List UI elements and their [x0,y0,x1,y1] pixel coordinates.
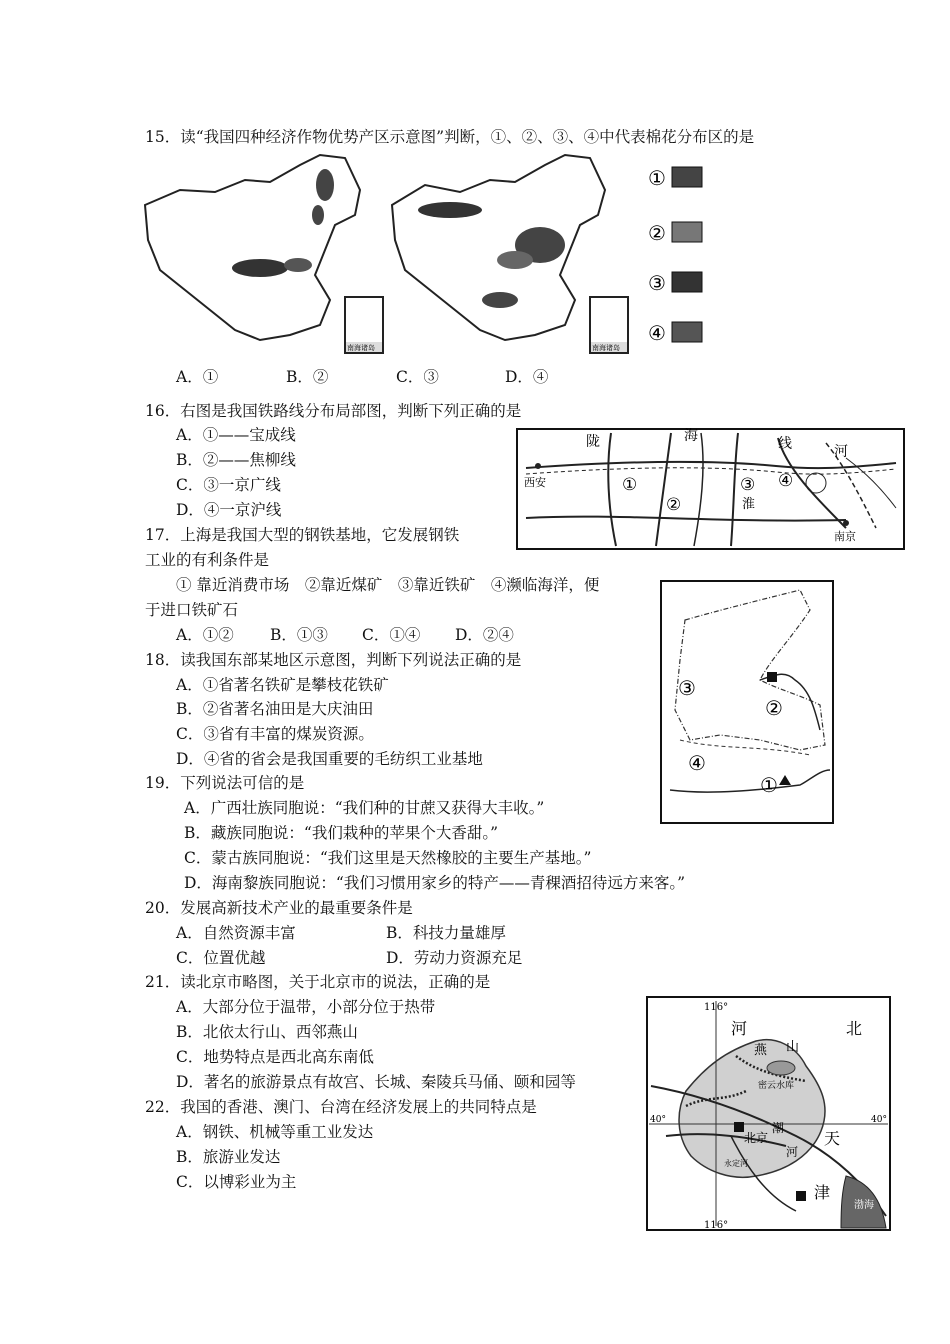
q15-stem: 15．读“我国四种经济作物优势产区示意图”判断，①、②、③、④中代表棉花分布区的是 [145,128,755,146]
china-map-left [145,155,383,353]
q18-stem: 18．读我国东部某地区示意图，判断下列说法正确的是 [145,651,522,669]
q18-option-a: A．①省著名铁矿是攀枝花铁矿 [176,676,389,694]
q22-option-c: C．以博彩业为主 [176,1173,297,1191]
q20-option-c: C．位置优越 [176,949,266,967]
q20-option-b: B．科技力量雄厚 [386,924,506,942]
q19-option-a: A．广西壮族同胞说：“我们种的甘蔗又获得大丰收。” [184,799,545,817]
legend-label-1: ① [648,166,666,190]
railway-map-label-nanjing: 南京 [834,530,856,543]
inset-label-right: 南海诸岛 [592,344,620,352]
q21-option-a: A．大部分位于温带，小部分位于热带 [176,998,436,1016]
legend-swatch-1 [672,167,702,187]
q17-stem-1: 17．上海是我国大型的钢铁基地，它发展钢铁 [145,526,460,544]
legend-label-4: ④ [648,321,666,345]
railway-map-label-2: ② [666,495,682,515]
legend-swatch-4 [672,322,702,342]
beijing-map-label-he: 河 [731,1019,748,1038]
beijing-map-label-bohai: 渤海 [854,1200,874,1211]
railway-map-label-huai: 淮 [742,497,756,512]
railway-map-label-3: ③ [740,475,756,495]
q18-option-b: B．②省著名油田是大庆油田 [176,700,374,718]
q15-option-a: A．① [176,368,219,386]
region-map-label-4: ④ [688,751,706,775]
beijing-map-label-tian: 天 [824,1129,841,1148]
q21-option-c: C．地势特点是西北高东南低 [176,1048,374,1066]
railway-map-label-hai: 海 [684,428,698,444]
q19-option-b: B．藏族同胞说：“我们栽种的苹果个大香甜。” [184,824,498,842]
q16-option-c: C．③一京广线 [176,476,281,494]
beijing-map-label-shan: 山 [786,1040,800,1055]
q16-option-a: A．①——宝成线 [176,426,296,444]
q22-stem: 22．我国的香港、澳门、台湾在经济发展上的共同特点是 [145,1098,537,1116]
q17-option-b: B．①③ [270,626,328,644]
q20-option-d: D．劳动力资源充足 [386,949,523,967]
beijing-map-label-bei: 北 [846,1019,863,1038]
q15-legend [648,166,702,345]
beijing-map-label-40-left: 40° [650,1115,666,1125]
legend-label-2: ② [648,221,666,245]
q16-option-d: D．④一京沪线 [176,501,282,519]
q16-option-b: B．②——焦柳线 [176,451,296,469]
railway-map-label-he: 河 [834,444,848,460]
q17-conditions: ① 靠近消费市场 ②靠近煤矿 ③靠近铁矿 ④濒临海洋，便 [176,576,600,594]
beijing-map-label-yongding: 永定河 [724,1159,748,1168]
q21-option-b: B．北依太行山、西邻燕山 [176,1023,358,1041]
legend-swatch-2 [672,222,702,242]
beijing-map-label-40-right: 40° [871,1115,887,1125]
beijing-map-label-chao-he: 河 [786,1145,799,1159]
q18-option-d: D．④省的省会是我国重要的毛纺织工业基地 [176,750,483,768]
beijing-map-label-jin: 津 [814,1183,831,1202]
beijing-map-label-beijing: 北京 [744,1131,769,1145]
q21-option-d: D．著名的旅游景点有故宫、长城、秦陵兵马俑、颐和园等 [176,1073,576,1091]
q17-stem-2: 工业的有利条件是 [145,551,270,569]
q15-option-c: C．③ [396,368,439,386]
china-map-right [392,155,628,353]
beijing-map-label-116-top: 116° [704,1002,729,1013]
q17-option-d: D．②④ [455,626,514,644]
region-map-label-3: ③ [678,676,696,700]
railway-map-label-1: ① [622,475,638,495]
legend-swatch-3 [672,272,702,292]
q17-conditions-2: 于进口铁矿石 [145,601,239,619]
east-china-region-map [660,580,835,825]
beijing-map-label-chao: 潮 [772,1121,785,1135]
beijing-map-label-116-bottom: 116° [704,1220,729,1231]
railway-map-label-xian: 线 [778,436,792,452]
railway-map-label-long: 陇 [586,434,600,450]
q17-option-c: C．①④ [362,626,421,644]
q20-option-a: A．自然资源丰富 [176,924,296,942]
q15-option-b: B．② [286,368,329,386]
q22-option-b: B．旅游业发达 [176,1148,281,1166]
beijing-map-label-yan: 燕 [754,1043,768,1058]
railway-map-label-4: ④ [778,471,794,491]
region-map-label-1: ① [760,773,778,797]
beijing-map [646,996,892,1232]
q15-option-d: D．④ [505,368,549,386]
q18-option-c: C．③省有丰富的煤炭资源。 [176,725,374,743]
q21-stem: 21．读北京市略图，关于北京市的说法，正确的是 [145,973,491,991]
railway-map-label-xian-city: 西安 [524,476,546,489]
inset-label-left: 南海诸岛 [347,344,375,352]
q17-option-a: A．①② [176,626,234,644]
q16-stem: 16．右图是我国铁路线分布局部图，判断下列正确的是 [145,402,522,420]
beijing-map-label-miyun: 密云水库 [758,1081,795,1091]
legend-label-3: ③ [648,271,666,295]
region-map-label-2: ② [765,696,783,720]
q22-option-a: A．钢铁、机械等重工业发达 [176,1123,374,1141]
q20-stem: 20．发展高新技术产业的最重要条件是 [145,899,413,917]
q15-maps-figure [140,150,720,360]
q19-option-c: C．蒙古族同胞说：“我们这里是天然橡胶的主要生产基地。” [184,849,592,867]
q19-option-d: D．海南黎族同胞说：“我们习惯用家乡的特产——青稞酒招待远方来客。” [184,874,686,892]
railway-map [516,428,906,550]
q19-stem: 19．下列说法可信的是 [145,774,305,792]
